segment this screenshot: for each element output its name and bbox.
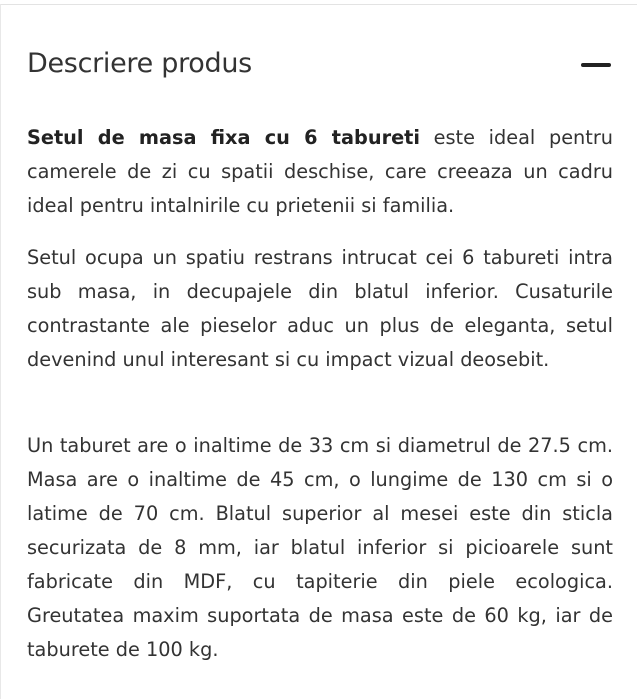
description-paragraph-2: Setul ocupa un spatiu restrans intrucat cei 6 tabureti intra sub masa, in decupajele din blatul inferior. Cusaturile contrastante ale pieselor aduc un plus de eleganta, setul devenind unul interesant si cu impact vizual deosebit. [27,246,613,371]
minus-icon [581,63,611,67]
product-name-bold: Setul de masa fixa cu 6 tabureti [27,126,420,149]
accordion-header[interactable] [27,44,611,88]
collapse-button[interactable] [579,44,611,84]
product-description-panel [0,4,637,699]
description-paragraph-1 [27,121,613,223]
description-paragraph-3: Un taburet are o inaltime de 33 cm si diametrul de 27.5 cm. Masa are o inaltime de 45 cm, o lungime de 130 cm si o latime de 70 cm. Blatul superior al mesei este din sticla securizata de 8 mm, iar blatul inferior si picioarele sunt fabricate din MDF, cu tapiterie din piele ecologica. Greutatea maxim suportata de masa este de 60 kg, iar de taburete de 100 kg. [27,434,613,661]
section-title: Descriere produs [27,48,252,79]
paragraph-1-text: este ideal pentru camerele de zi cu spatii deschise, care creeaza un cadru ideal pentru intalnirile cu prietenii si familia. [27,126,613,217]
